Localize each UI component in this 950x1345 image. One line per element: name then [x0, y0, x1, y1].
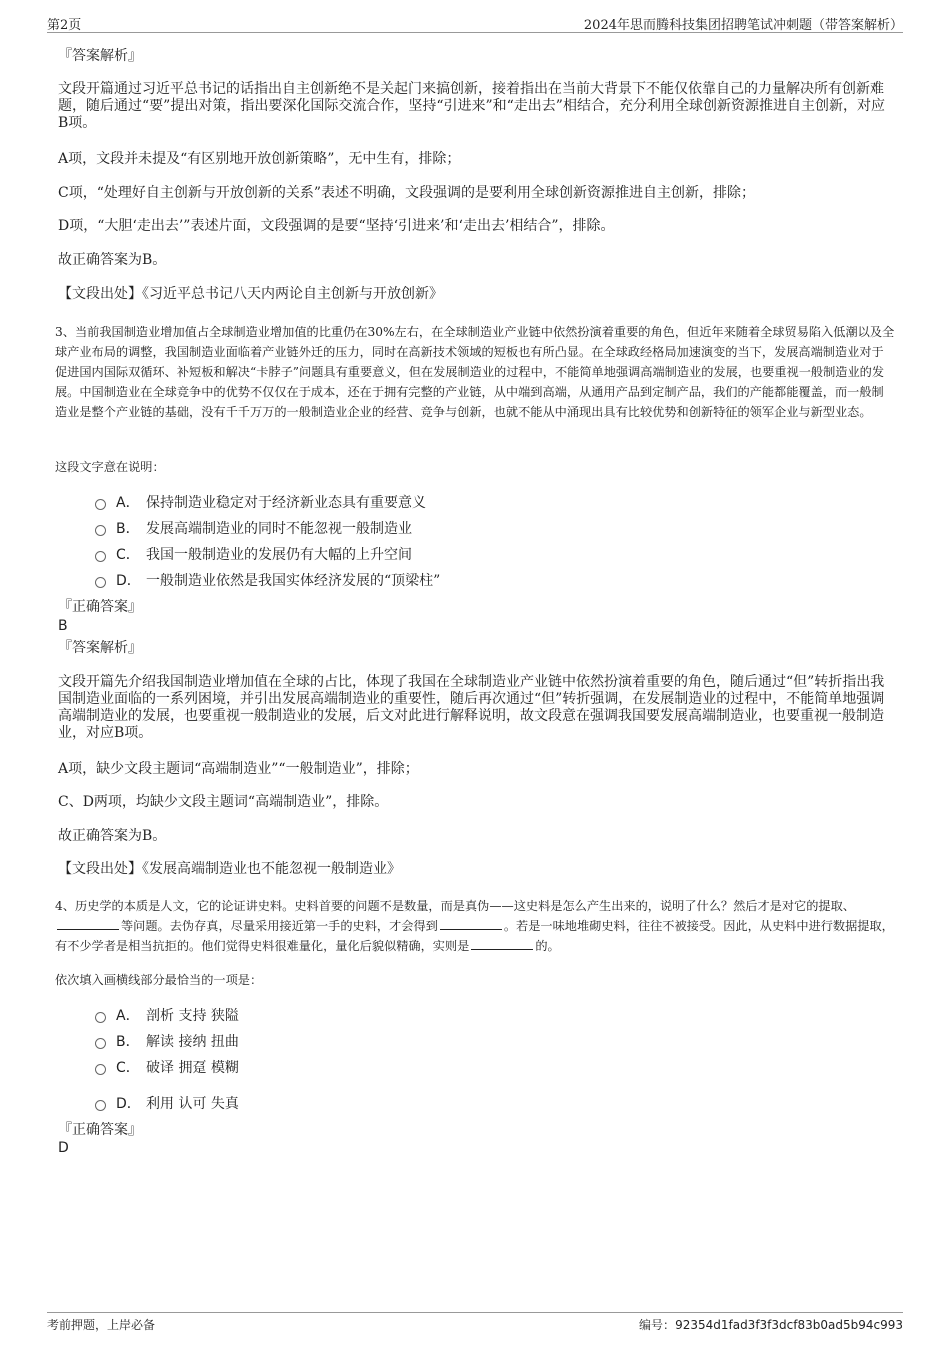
document-title: 2024年思而腾科技集团招聘笔试冲刺题（带答案解析） [583, 18, 903, 33]
option-letter: A． [116, 495, 140, 511]
question-3-stem: 3、当前我国制造业增加值占全球制造业增加值的比重仍在30%左右，在全球制造业产业链中依然扮演着重要的角色，但近年来随着全球贸易陷入低潮以及全球产业布局的调整，我国制造业面临着产业链外迁的压力，同时在高新技术领域的短板也有所凸显。在全球政经格局加速演变的当下，发展高端制造业对于促进国内国际双循环、补短板和解决“卡脖子”问题具有重要意义，但在发展制造业的过程中，不能简单地强调高端制造业的发展，也要重视一般制造业的发展。中国制造业在全球竞争中的优势不仅仅在于成本，还在于拥有完整的产业链，从中端到高端，从通用产品到定制产品，我们的产能都能覆盖，而一般制造业是整个产业链的基础，没有千千万万的一般制造业企业的经营、竞争与创新，也就不能从中涌现出具有比较优势和创新特征的领军企业与新型业态。 [55, 325, 895, 419]
option-d[interactable] [95, 571, 440, 589]
option-text: 剖析 支持 狭隘 [146, 1008, 239, 1024]
option-letter: B． [116, 521, 140, 537]
option-letter: A． [116, 1008, 140, 1024]
radio-icon[interactable] [95, 1038, 106, 1049]
radio-icon[interactable] [95, 551, 106, 562]
option-text: 我国一般制造业的发展仍有大幅的上升空间 [146, 547, 412, 563]
option-letter: D． [116, 1096, 141, 1112]
footer-slogan: 考前押题，上岸必备 [47, 1318, 156, 1332]
radio-icon[interactable] [95, 1064, 106, 1075]
analysis-label: 『答案解析』 [58, 640, 142, 656]
question-4-stem [55, 896, 895, 956]
option-text: 解读 接纳 扭曲 [146, 1034, 239, 1050]
code-value: 92354d1fad3f3f3dcf83b0ad5b94c993 [675, 1318, 903, 1332]
fill-blank [57, 917, 119, 930]
page-header [47, 14, 903, 33]
option-a[interactable] [95, 1006, 239, 1024]
analysis-option-cd: C、D两项，均缺少文段主题词“高端制造业”，排除。 [58, 794, 389, 810]
radio-icon[interactable] [95, 525, 106, 536]
analysis-label: 『答案解析』 [58, 48, 142, 64]
question-4-prompt: 依次填入画横线部分最恰当的一项是： [55, 973, 263, 987]
source-citation: 【文段出处】《发展高端制造业也不能忽视一般制造业》 [58, 861, 401, 877]
page-footer [47, 1312, 903, 1333]
option-c[interactable] [95, 1058, 239, 1076]
conclusion: 故正确答案为B。 [58, 828, 167, 844]
fill-blank [471, 937, 533, 950]
analysis-option-a: A项，文段并未提及“有区别地开放创新策略”，无中生有，排除； [58, 151, 461, 167]
option-letter: C． [116, 547, 140, 563]
stem-part: 4、历史学的本质是人文，它的论证讲史料。史料首要的问题不是数量，而是真伪——这史料是怎么产生出来的，说明了什么？然后才是对它的提取、 [55, 899, 855, 913]
source-citation: 【文段出处】《习近平总书记八天内两论自主创新与开放创新》 [58, 286, 443, 302]
page-number: 第2页 [47, 18, 82, 33]
correct-answer: B [58, 618, 68, 634]
option-letter: C． [116, 1060, 140, 1076]
correct-answer-label: 『正确答案』 [58, 1122, 142, 1138]
option-d[interactable] [95, 1094, 239, 1112]
correct-answer-label: 『正确答案』 [58, 599, 142, 615]
correct-answer: D [58, 1140, 69, 1156]
conclusion: 故正确答案为B。 [58, 252, 167, 268]
option-text: 保持制造业稳定对于经济新业态具有重要意义 [146, 495, 426, 511]
analysis-option-c: C项，“处理好自主创新与开放创新的关系”表述不明确，文段强调的是要利用全球创新资源推进自主创新，排除； [58, 185, 756, 201]
option-text: 发展高端制造业的同时不能忽视一般制造业 [146, 521, 412, 537]
question-3-prompt: 这段文字意在说明： [55, 460, 165, 474]
code-label: 编号： [639, 1318, 676, 1332]
option-b[interactable] [95, 1032, 239, 1050]
option-a[interactable] [95, 493, 426, 511]
analysis-text: 文段开篇通过习近平总书记的话指出自主创新绝不是关起门来搞创新，接着指出在当前大背景下不能仅依靠自己的力量解决所有创新难题，随后通过“要”提出对策，指出要深化国际交流合作，坚持“引进来”和“走出去”相结合，充分利用全球创新资源推进自主创新，对应B项。 [58, 81, 885, 131]
option-letter: D． [116, 573, 141, 589]
analysis-option-d: D项，“大胆‘走出去’”表述片面，文段强调的是要“坚持‘引进来’和‘走出去’相结合”，排除。 [58, 218, 615, 234]
option-letter: B． [116, 1034, 140, 1050]
fill-blank [440, 917, 502, 930]
option-text: 破译 拥趸 模糊 [146, 1060, 239, 1076]
option-c[interactable] [95, 545, 412, 563]
radio-icon[interactable] [95, 1100, 106, 1111]
stem-part: 的。 [535, 939, 560, 953]
stem-part: 。若是一味地堆砌史料，往往不被接受。因此，从史料中进行数据提取，有不少学者是相当抗拒的。他们觉得史料很难量化，量化后貌似精确，实则是 [55, 919, 894, 953]
analysis-text: 文段开篇先介绍我国制造业增加值在全球的占比，体现了我国在全球制造业产业链中依然扮演着重要的角色，随后通过“但”转折指出我国制造业面临的一系列困境，并引出发展高端制造业的重要性，随后再次通过“但”转折强调，在发展制造业的过程中，不能简单地强调高端制造业的发展，也要重视一般制造业的发展，后文对此进行解释说明，故文段意在强调我国要发展高端制造业，也要重视一般制造业，对应B项。 [58, 674, 885, 741]
analysis-option-a: A项，缺少文段主题词“高端制造业”“一般制造业”，排除； [58, 761, 419, 777]
radio-icon[interactable] [95, 499, 106, 510]
radio-icon[interactable] [95, 1012, 106, 1023]
option-text: 一般制造业依然是我国实体经济发展的“顶梁柱” [146, 573, 441, 589]
radio-icon[interactable] [95, 577, 106, 588]
stem-part: 等问题。去伪存真，尽量采用接近第一手的史料，才会得到 [121, 919, 438, 933]
option-b[interactable] [95, 519, 412, 537]
option-text: 利用 认可 失真 [146, 1096, 239, 1112]
document-code [639, 1316, 903, 1333]
